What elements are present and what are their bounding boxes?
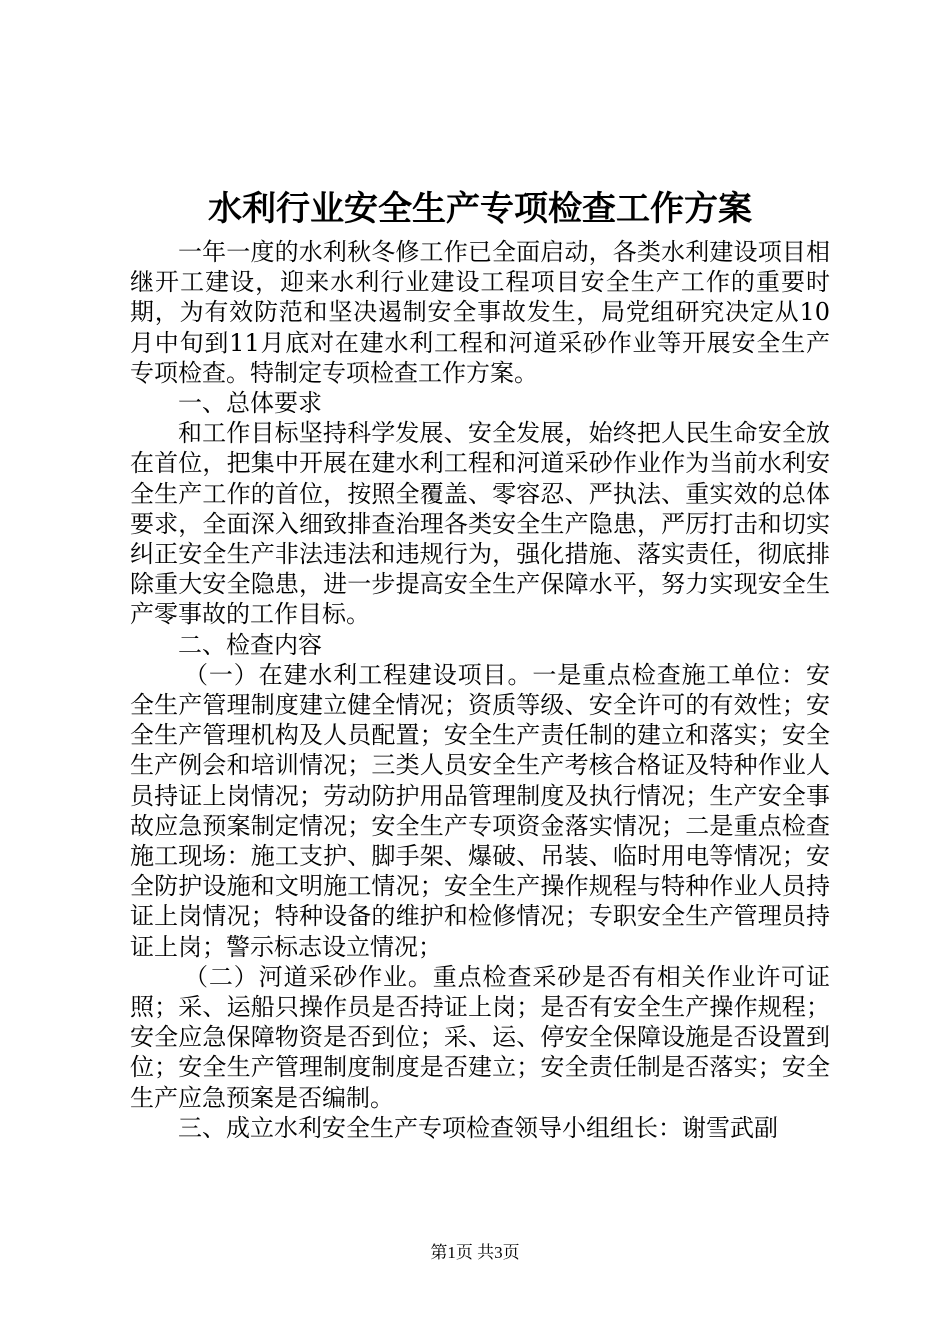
paragraph-intro: 一年一度的水利秋冬修工作已全面启动，各类水利建设项目相继开工建设，迎来水利行业建设工程项目安全生产工作的重要时期，为有效防范和坚决遏制安全事故发生，局党组研究决定从10月中旬到11月底对在建水利工程和河道采砂作业等开展安全生产专项检查。特制定专项检查工作方案。 (130, 238, 830, 387)
section-heading-general-requirements: 一、总体要求 (178, 389, 322, 418)
paragraph-sand-mining: （二）河道采砂作业。重点检查采砂是否有相关作业许可证照；采、运船只操作员是否持证上岗；是否有安全生产操作规程；安全应急保障物资是否到位；采、运、停安全保障设施是否设置到位；安全生产管理制度制度是否建立；安全责任制是否落实；安全生产应急预案是否编制。 (130, 962, 830, 1112)
document-title: 水利行业安全生产专项检查工作方案 (208, 189, 752, 229)
document-body (130, 183, 830, 1143)
paragraph-general-requirements: 和工作目标坚持科学发展、安全发展，始终把人民生命安全放在首位，把集中开展在建水利工程和河道采砂作业作为当前水利安全生产工作的首位，按照全覆盖、零容忍、严执法、重实效的总体要求，全面深入细致排查治理各类安全生产隐患，严厉打击和切实纠正安全生产非法违法和违规行为，强化措施、落实责任，彻底排除重大安全隐患，进一步提高安全生产保障水平，努力实现安全生产零事故的工作目标。 (130, 419, 830, 629)
paragraph-construction-projects: （一）在建水利工程建设项目。一是重点检查施工单位：安全生产管理制度建立健全情况；资质等级、安全许可的有效性；安全生产管理机构及人员配置；安全生产责任制的建立和落实；安全生产例会和培训情况；三类人员安全生产考核合格证及特种作业人员持证上岗情况；劳动防护用品管理制度及执行情况；生产安全事故应急预案制定情况；安全生产专项资金落实情况；二是重点检查施工现场：施工支护、脚手架、爆破、吊装、临时用电等情况；安全防护设施和文明施工情况；安全生产操作规程与特种作业人员持证上岗情况；特种设备的维护和检修情况；专职安全生产管理员持证上岗；警示标志设立情况； (130, 660, 830, 961)
section-heading-leadership-group: 三、成立水利安全生产专项检查领导小组组长：谢雪武副 (178, 1113, 778, 1142)
section-heading-inspection-content: 二、检查内容 (178, 630, 322, 659)
page-footer: 第1页 共3页 (430, 1243, 520, 1262)
